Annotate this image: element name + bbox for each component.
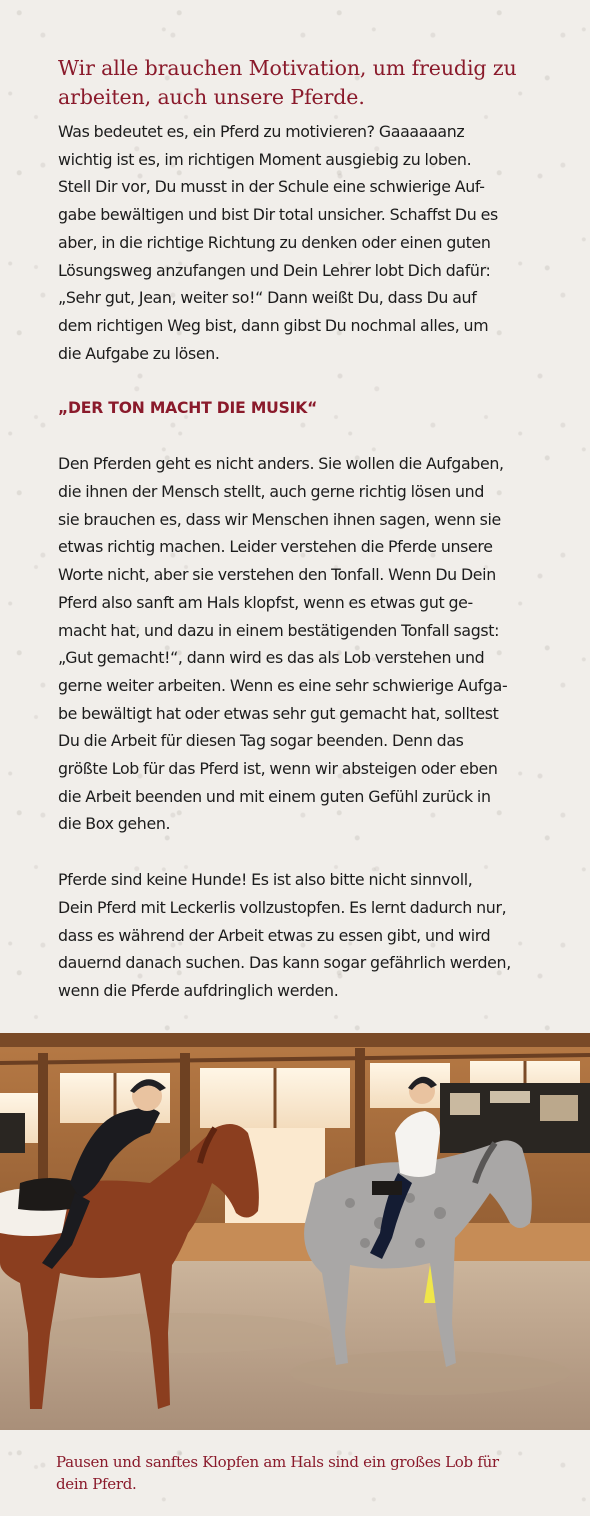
paragraph-gap <box>58 838 558 866</box>
text-line: die Aufgabe zu lösen. <box>58 343 220 363</box>
text-line: macht hat, und dazu in einem bestätigenden Tonfall sagst: <box>58 620 500 640</box>
title-line: arbeiten, auch unsere Pferde. <box>58 85 365 109</box>
text-line: Pferd also sanft am Hals klopfst, wenn es etwas gut ge- <box>58 592 473 612</box>
text-line: Stell Dir vor, Du musst in der Schule eine schwierige Auf- <box>58 177 485 197</box>
intro-paragraph <box>58 118 558 367</box>
caption-line: dein Pferd. <box>56 1475 137 1493</box>
text-line: Den Pferden geht es nicht anders. Sie wollen die Aufgaben, <box>58 454 504 474</box>
paragraph-gap <box>58 422 558 450</box>
text-line: die Box gehen. <box>58 814 171 834</box>
text-line: Was bedeutet es, ein Pferd zu motivieren? Gaaaaaanz <box>58 122 465 141</box>
text-line: etwas richtig machen. Leider verstehen die Pferde unsere <box>58 537 493 557</box>
article <box>58 54 558 1005</box>
text-line: Worte nicht, aber sie verstehen den Tonfall. Wenn Du Dein <box>58 565 496 585</box>
riding-hall-photo <box>0 1033 590 1430</box>
text-line: aber, in die richtige Richtung zu denken oder einen guten <box>58 232 491 252</box>
photo-caption <box>56 1451 556 1495</box>
text-line: „Sehr gut, Jean, weiter so!“ Dann weißt Du, dass Du auf <box>58 288 477 308</box>
text-line: wichtig ist es, im richtigen Moment ausgiebig zu loben. <box>58 149 472 169</box>
title-line: Wir alle brauchen Motivation, um freudig zu <box>58 56 517 80</box>
caption-line: Pausen und sanftes Klopfen am Hals sind ein großes Lob für <box>56 1453 499 1471</box>
section-subheading: „DER TON MACHT DIE MUSIK“ <box>58 399 318 418</box>
text-line: Du die Arbeit für diesen Tag sogar beenden. Denn das <box>58 731 464 751</box>
article-title <box>58 54 558 112</box>
text-line: gabe bewältigen und bist Dir total unsicher. Schaffst Du es <box>58 205 498 225</box>
text-line: dem richtigen Weg bist, dann gibst Du nochmal alles, um <box>58 315 489 335</box>
text-line: Pferde sind keine Hunde! Es ist also bitte nicht sinnvoll, <box>58 870 473 890</box>
text-line: Dein Pferd mit Leckerlis vollzustopfen. Es lernt dadurch nur, <box>58 897 507 917</box>
text-line: be bewältigt hat oder etwas sehr gut gemacht hat, solltest <box>58 703 499 723</box>
text-line: die ihnen der Mensch stellt, auch gerne richtig lösen und <box>58 482 485 502</box>
text-line: „Gut gemacht!“, dann wird es das als Lob verstehen und <box>58 648 485 668</box>
text-line: dauernd danach suchen. Das kann sogar gefährlich werden, <box>58 953 511 973</box>
text-line: die Arbeit beenden und mit einem guten Gefühl zurück in <box>58 786 491 806</box>
text-line: sie brauchen es, dass wir Menschen ihnen sagen, wenn sie <box>58 509 501 529</box>
text-line: größte Lob für das Pferd ist, wenn wir absteigen oder eben <box>58 759 498 779</box>
text-line: dass es während der Arbeit etwas zu essen gibt, und wird <box>58 925 491 945</box>
body-paragraph <box>58 450 558 838</box>
closing-paragraph <box>58 866 558 1005</box>
text-line: gerne weiter arbeiten. Wenn es eine sehr schwierige Aufga- <box>58 675 508 695</box>
text-line: wenn die Pferde aufdringlich werden. <box>58 980 339 1000</box>
text-line: Lösungsweg anzufangen und Dein Lehrer lobt Dich dafür: <box>58 260 491 280</box>
